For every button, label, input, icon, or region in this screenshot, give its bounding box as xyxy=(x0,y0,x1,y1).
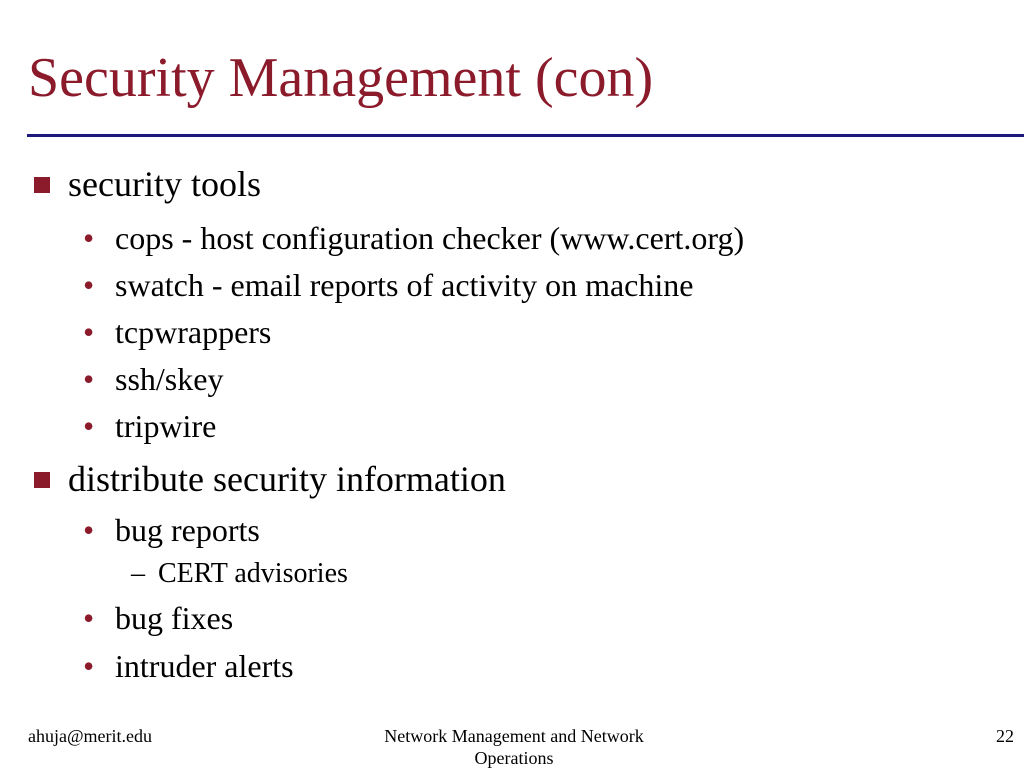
list-item-text: swatch - email reports of activity on machine xyxy=(115,267,694,303)
list-item xyxy=(83,267,694,303)
square-bullet-icon xyxy=(34,177,50,193)
footer-page-number: 22 xyxy=(996,726,1014,746)
section-heading-distribute-security-information xyxy=(68,459,506,499)
dot-bullet-icon: • xyxy=(83,408,95,444)
square-bullet-icon xyxy=(34,472,50,488)
dash-bullet-icon: – xyxy=(131,558,145,589)
list-item xyxy=(83,361,224,397)
list-item xyxy=(83,648,294,684)
dot-bullet-icon: • xyxy=(83,267,95,303)
footer-author: ahuja@merit.edu xyxy=(28,726,153,746)
slide-title: Security Management (con) xyxy=(28,47,654,109)
section-heading-security-tools xyxy=(68,164,261,204)
dot-bullet-icon: • xyxy=(83,648,95,684)
list-item xyxy=(83,314,272,350)
list-item-text: bug fixes xyxy=(115,600,234,636)
dot-bullet-icon: • xyxy=(83,512,95,548)
footer-course-title: Network Management and Network Operations xyxy=(384,726,644,768)
list-item-text: cops - host configuration checker (www.cert.org) xyxy=(115,220,745,256)
list-item-text: ssh/skey xyxy=(115,361,224,397)
sub-list-item-text: CERT advisories xyxy=(158,558,348,589)
dot-bullet-icon: • xyxy=(83,361,95,397)
list-item xyxy=(83,408,217,444)
section-heading-text: distribute security information xyxy=(68,459,506,499)
list-item-text: intruder alerts xyxy=(115,648,294,684)
list-item-text: tripwire xyxy=(115,408,217,444)
title-divider xyxy=(27,134,1024,137)
dot-bullet-icon: • xyxy=(83,600,95,636)
list-item-text: tcpwrappers xyxy=(115,314,272,350)
section-heading-text: security tools xyxy=(68,164,261,204)
list-item xyxy=(83,600,234,636)
dot-bullet-icon: • xyxy=(83,314,95,350)
sub-list-item xyxy=(131,558,348,590)
dot-bullet-icon: • xyxy=(83,220,95,256)
list-item xyxy=(83,220,745,256)
list-item-text: bug reports xyxy=(115,512,260,548)
list-item xyxy=(83,512,260,548)
